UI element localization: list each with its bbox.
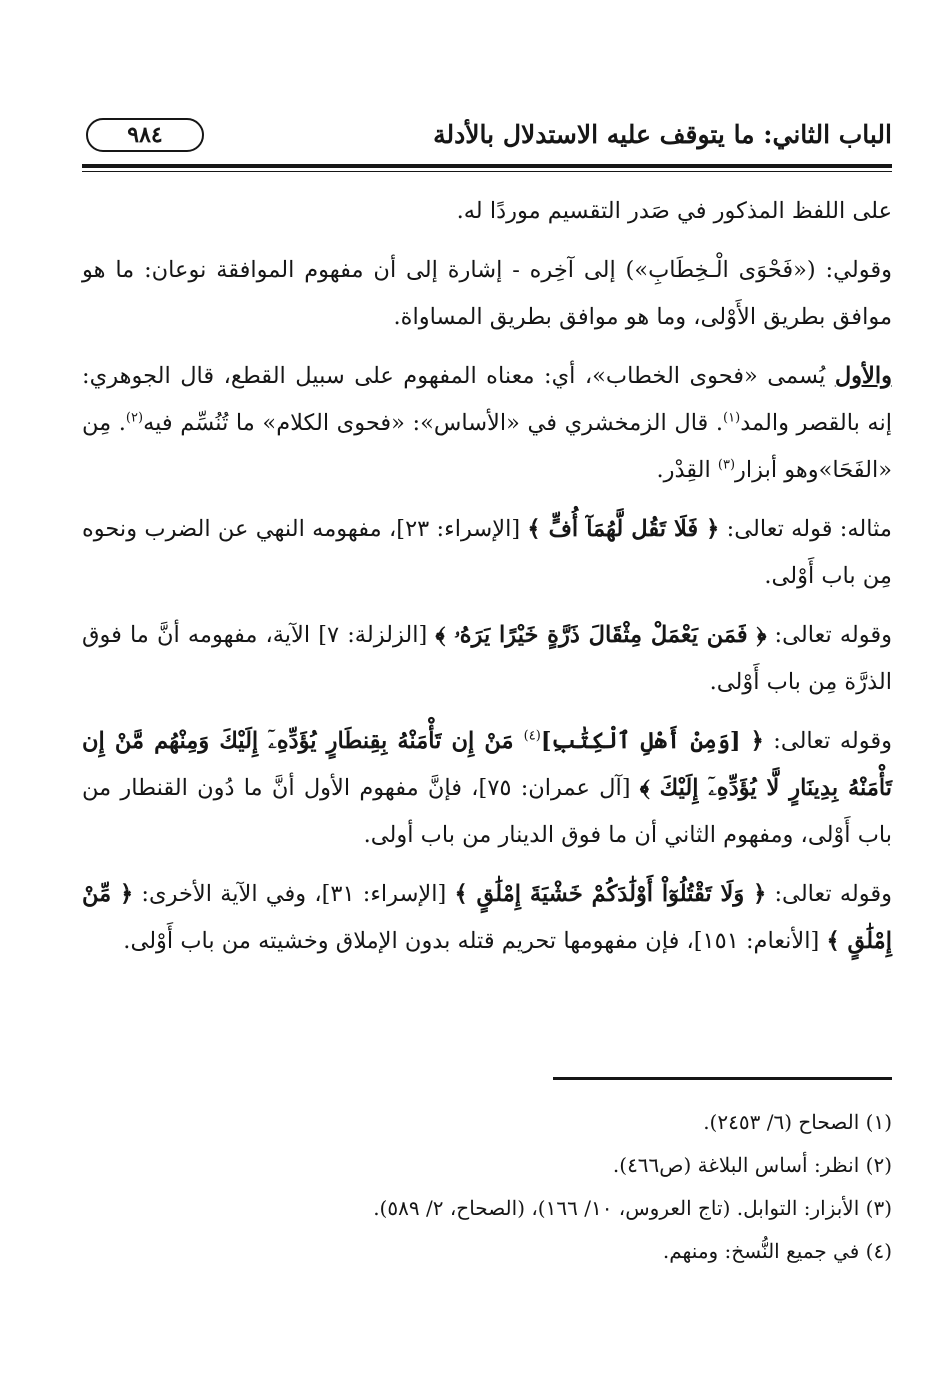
header-divider-thick (82, 164, 892, 168)
footnote-1: (١) الصحاح (٦/ ٢٤٥٣). (703, 1110, 892, 1134)
footnote-2: (٢) انظر: أساس البلاغة (ص٤٦٦). (612, 1153, 892, 1177)
paragraph-6-text-b: [آل عمران: ٧٥]، فإنَّ مفهوم الأول أنَّ ما دُون القنطار من باب أَوْلى، ومفهوم الثاني أن ما فوق الدينار من باب أولى. (82, 775, 892, 848)
paragraph-7 (82, 871, 892, 965)
paragraph-5 (82, 612, 892, 706)
header-divider-thin (82, 171, 892, 172)
footnote-ref-1[interactable]: (١) (723, 410, 741, 426)
quran-verse: ﴿ فَلَا تَقُل لَّهُمَآ أُفٍّ ﴾ (527, 516, 720, 542)
quran-verse: ﴿ [وَمِنْ أَهْلِ ٱلْكِتَٰبِ] (540, 728, 764, 754)
footnote-ref-3[interactable]: (٣) (717, 457, 736, 473)
quran-verse: مَنْ إِن تَأْمَنْهُ بِقِنطَارٍ يُؤَدِّهِۦٓ إِلَيْكَ وَمِنْهُم مَّنْ إِن تَأْمَنْهُ بِدِينَارٍ لَّا يُؤَدِّهِۦٓ إِلَيْكَ ﴾ (82, 728, 893, 801)
footnote-divider (553, 1077, 892, 1080)
paragraph-6-text-a: وقوله تعالى: (763, 728, 892, 754)
paragraph-7-text-c: [الأنعام: ١٥١]، فإن مفهومها تحريم قتله بدون الإملاق وخشيته من باب أَوْلى. (123, 928, 827, 954)
paragraph-lead-word: والأول (834, 363, 892, 389)
page-number: ٩٨٤ (86, 118, 204, 152)
paragraph-7-text-b: [الإسراء: ٣١]، وفي الآية الأخرى: (133, 881, 455, 907)
footnotes (82, 1104, 892, 1276)
paragraph-3-text-d: القِدْر. (656, 457, 718, 483)
page-header (82, 112, 892, 160)
main-text (82, 188, 892, 977)
paragraph-4 (82, 506, 892, 600)
paragraph-5-text-b: [الزلزلة: ٧] الآية، مفهومه أنَّ ما فوق الذرَّة مِن باب أَوْلى. (82, 622, 892, 695)
paragraph-3-text-a: يُسمى «فحوى الخطاب»، أي: معناه المفهوم على سبيل القطع، قال الجوهري: إنه بالقصر والمد (82, 363, 893, 436)
paragraph-7-text-a: وقوله تعالى: (766, 881, 892, 907)
quran-verse: ﴿ وَلَا تَقْتُلُوٓاْ أَوْلَٰدَكُمْ خَشْيَةَ إِمْلَٰقٍ ﴾ (454, 881, 767, 907)
paragraph-3-text-b: . قال الزمخشري في «الأساس»: «فحوى الكلام» ما تُنُسِّم فيه (143, 410, 724, 436)
paragraph-2: وقولي: («فَحْوَى الْـخِطَابِ») إلى آخِره - إشارة إلى أن مفهوم الموافقة نوعان: ما هو موافق بطريق الأَوْلى، وما هو موافق بطريق المساواة. (82, 257, 892, 330)
paragraph-5-text-a: وقوله تعالى: (766, 622, 892, 648)
chapter-title: الباب الثاني: ما يتوقف عليه الاستدلال بالأدلة (433, 120, 892, 149)
footnote-3: (٣) الأبزار: التوابل. (تاج العروس، ١٠/ ١٦٦)، (الصحاح، ٢/ ٥٨٩). (373, 1196, 892, 1220)
paragraph-3-text-c: . مِن «الفَحَا»وهو أبزار (82, 410, 892, 483)
paragraph-4-text-b: [الإسراء: ٢٣]، مفهومه النهي عن الضرب ونحوه مِن باب أَوْلى. (82, 516, 892, 589)
paragraph-1: على اللفظ المذكور في صَدر التقسيم موردًا له. (456, 198, 892, 224)
paragraph-4-text-a: مثاله: قوله تعالى: (719, 516, 892, 542)
footnote-ref-4[interactable]: (٤) (523, 728, 541, 744)
paragraph-6 (82, 718, 892, 859)
footnote-4: (٤) في جميع النُّسخ: ومنهم. (662, 1239, 892, 1263)
quran-verse: ﴿ مِّنْ إِمْلَٰقٍ ﴾ (82, 881, 892, 954)
paragraph-3 (82, 353, 892, 494)
quran-verse: ﴿ فَمَن يَعْمَلْ مِثْقَالَ ذَرَّةٍ خَيْرًا يَرَهُۥ ﴾ (435, 622, 767, 648)
footnote-ref-2[interactable]: (٢) (125, 410, 144, 426)
